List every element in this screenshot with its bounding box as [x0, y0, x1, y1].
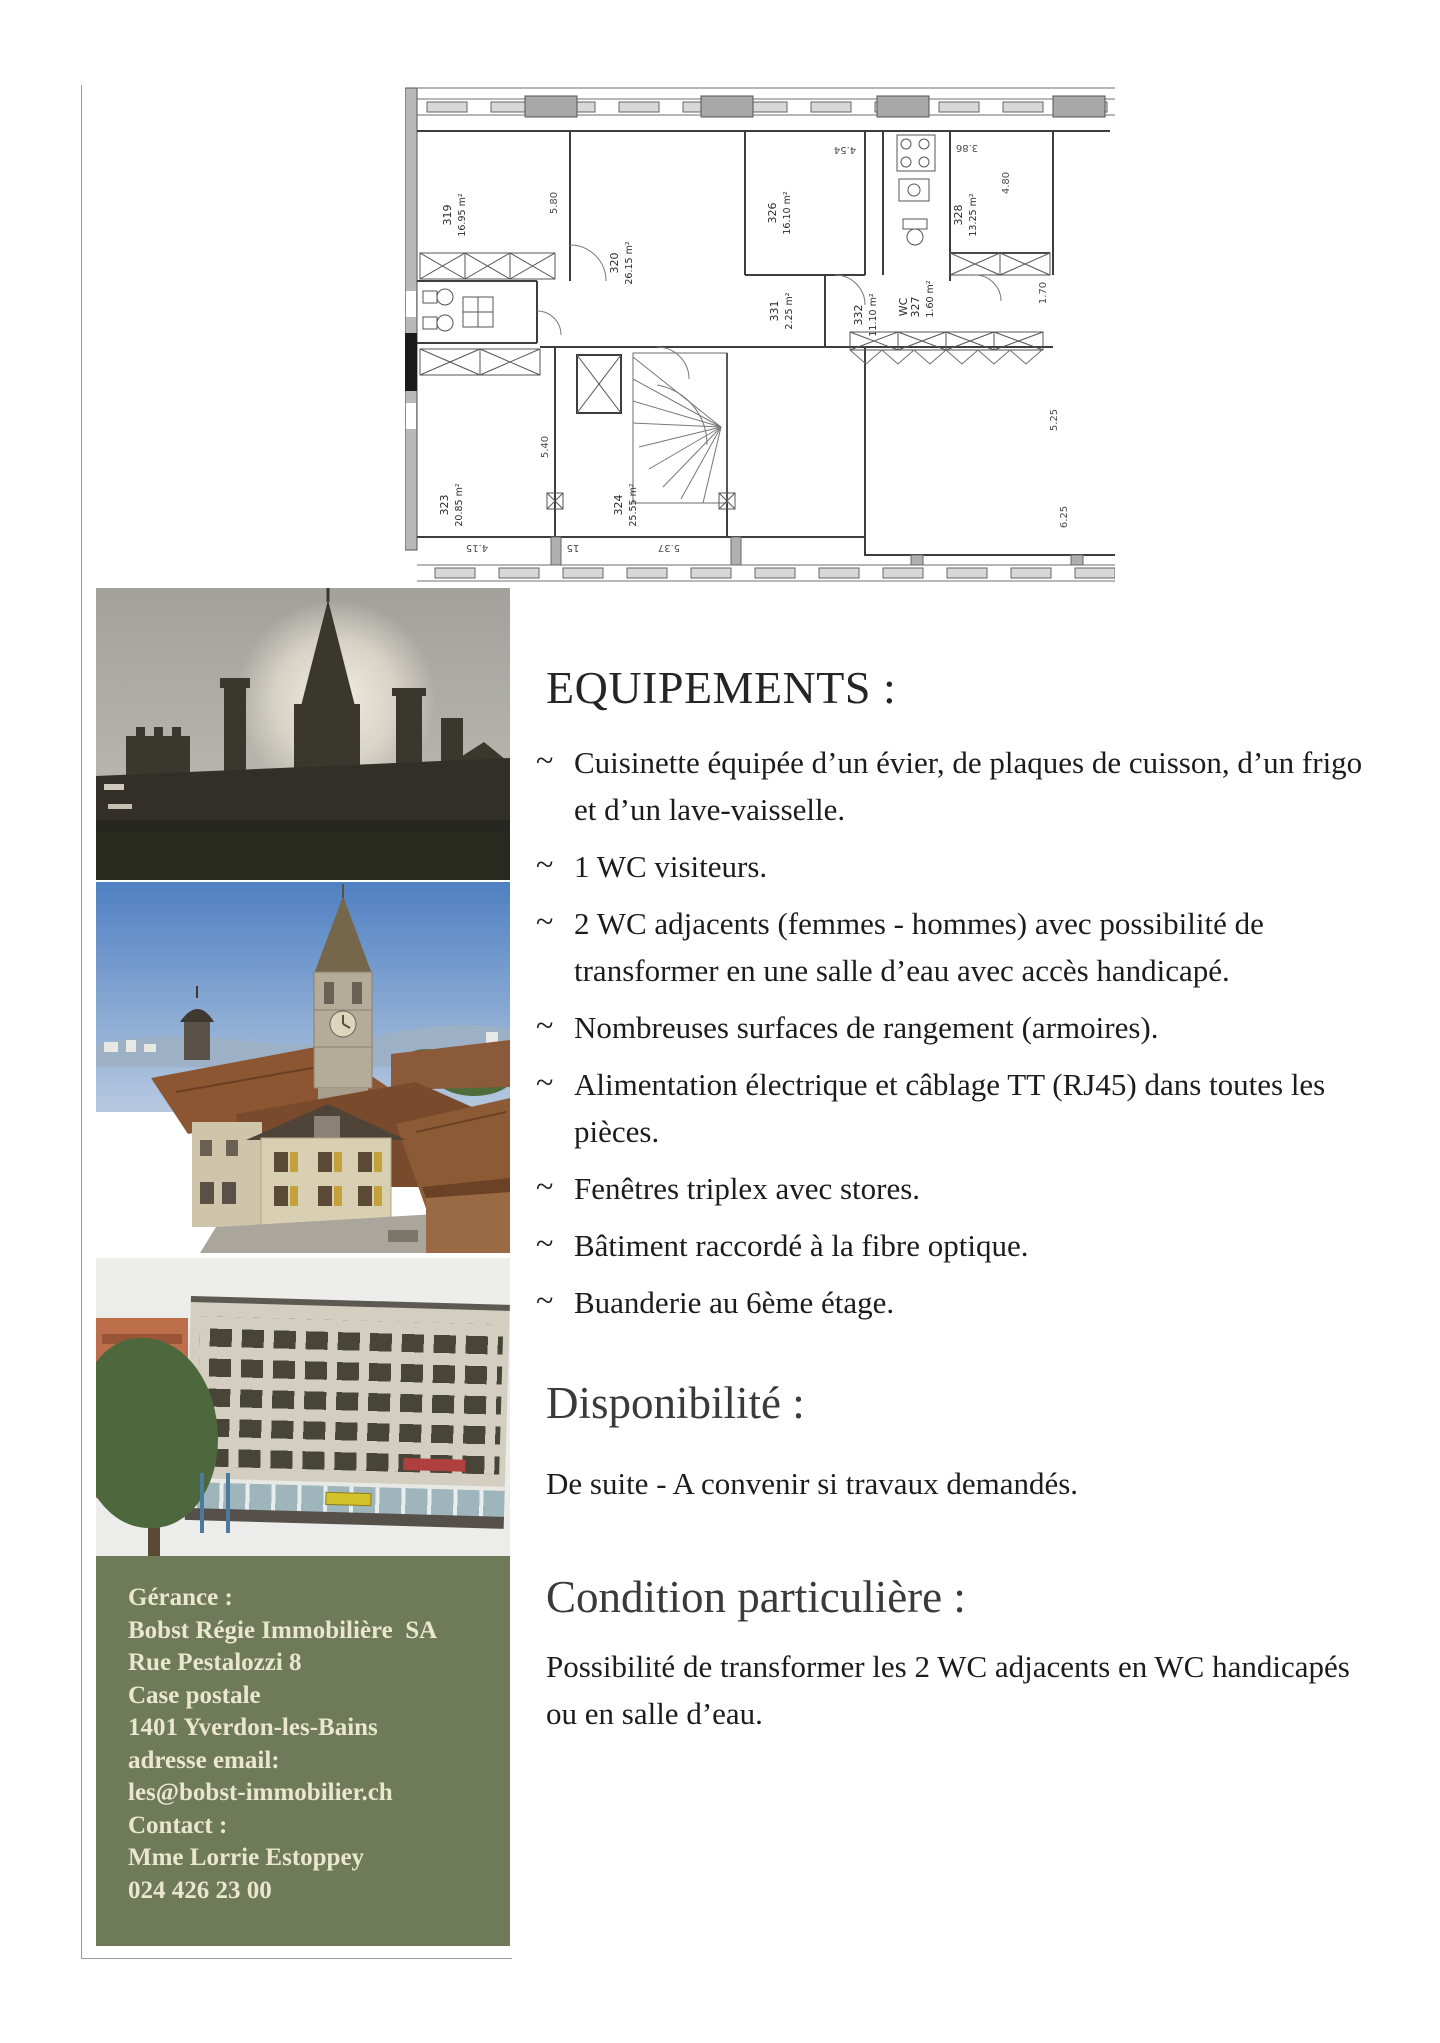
room-area: 25.55 m²: [628, 483, 639, 527]
equipment-item: [528, 1279, 1378, 1326]
equipment-list: [528, 739, 1378, 1326]
room-label: 327: [909, 296, 922, 318]
equipment-item-text: Nombreuses surfaces de rangement (armoires).: [574, 1010, 1159, 1045]
room-label: 319: [441, 204, 454, 226]
room-area: 16.10 m²: [782, 191, 793, 235]
text-column: [528, 662, 1378, 1737]
equipment-item-text: Fenêtres triplex avec stores.: [574, 1171, 921, 1206]
elevator-shaft: [577, 355, 621, 413]
agency-street: Rue Pestalozzi 8: [128, 1649, 302, 1676]
equipment-item-text: Bâtiment raccordé à la fibre optique.: [574, 1228, 1029, 1263]
gerance-label: Gérance :: [128, 1584, 233, 1611]
dimension: 5.25: [1049, 408, 1060, 432]
email-label: adresse email:: [128, 1746, 280, 1774]
yellow-sign: [325, 1492, 371, 1506]
room-area: 20.85 m²: [454, 483, 465, 527]
tilde-bullet-icon: ~: [536, 1225, 554, 1261]
photo-building-facade: [96, 1258, 510, 1556]
facade-bottom: [417, 537, 1115, 581]
equipment-item-text: Alimentation électrique et câblage TT (RJ45) dans toutes les pièces.: [574, 1067, 1326, 1149]
special-condition-text: Possibilité de transformer les 2 WC adjacents en WC handicapés ou en salle d’eau.: [546, 1649, 1350, 1731]
dimension: 5.37: [657, 542, 681, 553]
church-photo-art: [96, 882, 510, 1253]
dimension: 4.54: [833, 144, 857, 155]
wall-highlight: [108, 804, 132, 809]
dimension: 5.40: [540, 435, 551, 459]
room-label: 324: [612, 494, 625, 516]
closet-bands: [420, 253, 1050, 375]
equipment-item-text: 1 WC visiteurs.: [574, 849, 768, 884]
facade-top: [405, 88, 1115, 117]
equipment-item: [528, 843, 1378, 890]
left-column-frame-bottom-line: [81, 1958, 512, 1959]
room-label: 320: [608, 252, 621, 274]
contact-person: Mme Lorrie Estoppey: [128, 1844, 365, 1871]
availability-text: De suite - A convenir si travaux demandés.: [546, 1466, 1079, 1501]
agency-city: 1401 Yverdon-les-Bains: [128, 1714, 378, 1741]
room-area: 1.60 m²: [925, 280, 936, 318]
equipment-item: [528, 1165, 1378, 1212]
agency-name: Bobst Régie Immobilière SA: [128, 1616, 438, 1644]
agency-po-box: Case postale: [128, 1681, 261, 1709]
floor-plan: [405, 85, 1115, 585]
room-label: 331: [768, 300, 781, 322]
room-label: 328: [952, 204, 965, 226]
equipment-title: EQUIPEMENTS :: [546, 662, 897, 713]
equipment-item: [528, 900, 1378, 994]
silhouette-photo-art: [96, 588, 510, 880]
room-label: 326: [766, 202, 779, 224]
contact-phone: 024 426 23 00: [128, 1876, 272, 1904]
equipment-item-text: Cuisinette équipée d’un évier, de plaques de cuisson, d’un frigo et d’un lave-vaisselle.: [574, 745, 1363, 827]
tilde-bullet-icon: ~: [536, 1168, 554, 1204]
room-area: 16.95 m²: [457, 193, 468, 237]
street-pole: [226, 1473, 230, 1533]
room-area: 2.25 m²: [784, 292, 795, 330]
special-condition-title: Condition particulière :: [546, 1572, 966, 1622]
red-banner: [403, 1458, 465, 1472]
contact-label: Contact :: [128, 1811, 228, 1839]
dimension: 5.80: [549, 191, 560, 215]
equipment-item: [528, 1004, 1378, 1051]
availability-title: Disponibilité :: [546, 1378, 805, 1428]
photo-sky: [96, 1258, 510, 1303]
floor-plan-drawing: [405, 85, 1115, 585]
photo-silhouette-skyline: [96, 588, 510, 880]
equipment-item: [528, 739, 1378, 833]
column-markers: [547, 493, 735, 509]
dimension: 4.15: [465, 542, 489, 553]
room-area: 11.10 m²: [868, 293, 879, 337]
dimension: 1.70: [1038, 281, 1049, 305]
tilde-bullet-icon: ~: [536, 1007, 554, 1043]
contact-box: [96, 1556, 510, 1946]
building-windows: [196, 1316, 503, 1474]
left-wall: [405, 88, 417, 550]
equipment-item: [528, 1061, 1378, 1155]
equipment-item-text: Buanderie au 6ème étage.: [574, 1285, 895, 1320]
equipment-item-text: 2 WC adjacents (femmes - hommes) avec possibilité de transformer en une salle d’eau avec accès handicapé.: [574, 906, 1264, 988]
left-column-frame-line: [81, 85, 82, 1958]
tilde-bullet-icon: ~: [536, 1064, 554, 1100]
email-address: les@bobst-immobilier.ch: [128, 1779, 393, 1806]
room-label: WC: [897, 297, 910, 317]
street-pole: [200, 1473, 204, 1533]
tilde-bullet-icon: ~: [536, 742, 554, 778]
staircase: [633, 353, 727, 503]
tilde-bullet-icon: ~: [536, 903, 554, 939]
building-block: [185, 1296, 510, 1523]
wall-highlight: [104, 784, 124, 790]
dimension: 3.86: [955, 142, 979, 153]
dimension: 15: [566, 542, 580, 553]
room-area: 26.15 m²: [624, 241, 635, 285]
photo-church-tower: [96, 882, 510, 1253]
courtyard-car: [388, 1230, 418, 1242]
tilde-bullet-icon: ~: [536, 1282, 554, 1318]
plumbing-fixtures: [423, 135, 935, 331]
room-area: 13.25 m²: [968, 193, 979, 237]
dimension: 4.80: [1001, 171, 1012, 195]
room-label: 332: [852, 304, 865, 326]
tilde-bullet-icon: ~: [536, 846, 554, 882]
room-labels: [438, 191, 979, 526]
room-label: 323: [438, 494, 451, 516]
dimension: 6.25: [1059, 505, 1070, 529]
equipment-item: [528, 1222, 1378, 1269]
